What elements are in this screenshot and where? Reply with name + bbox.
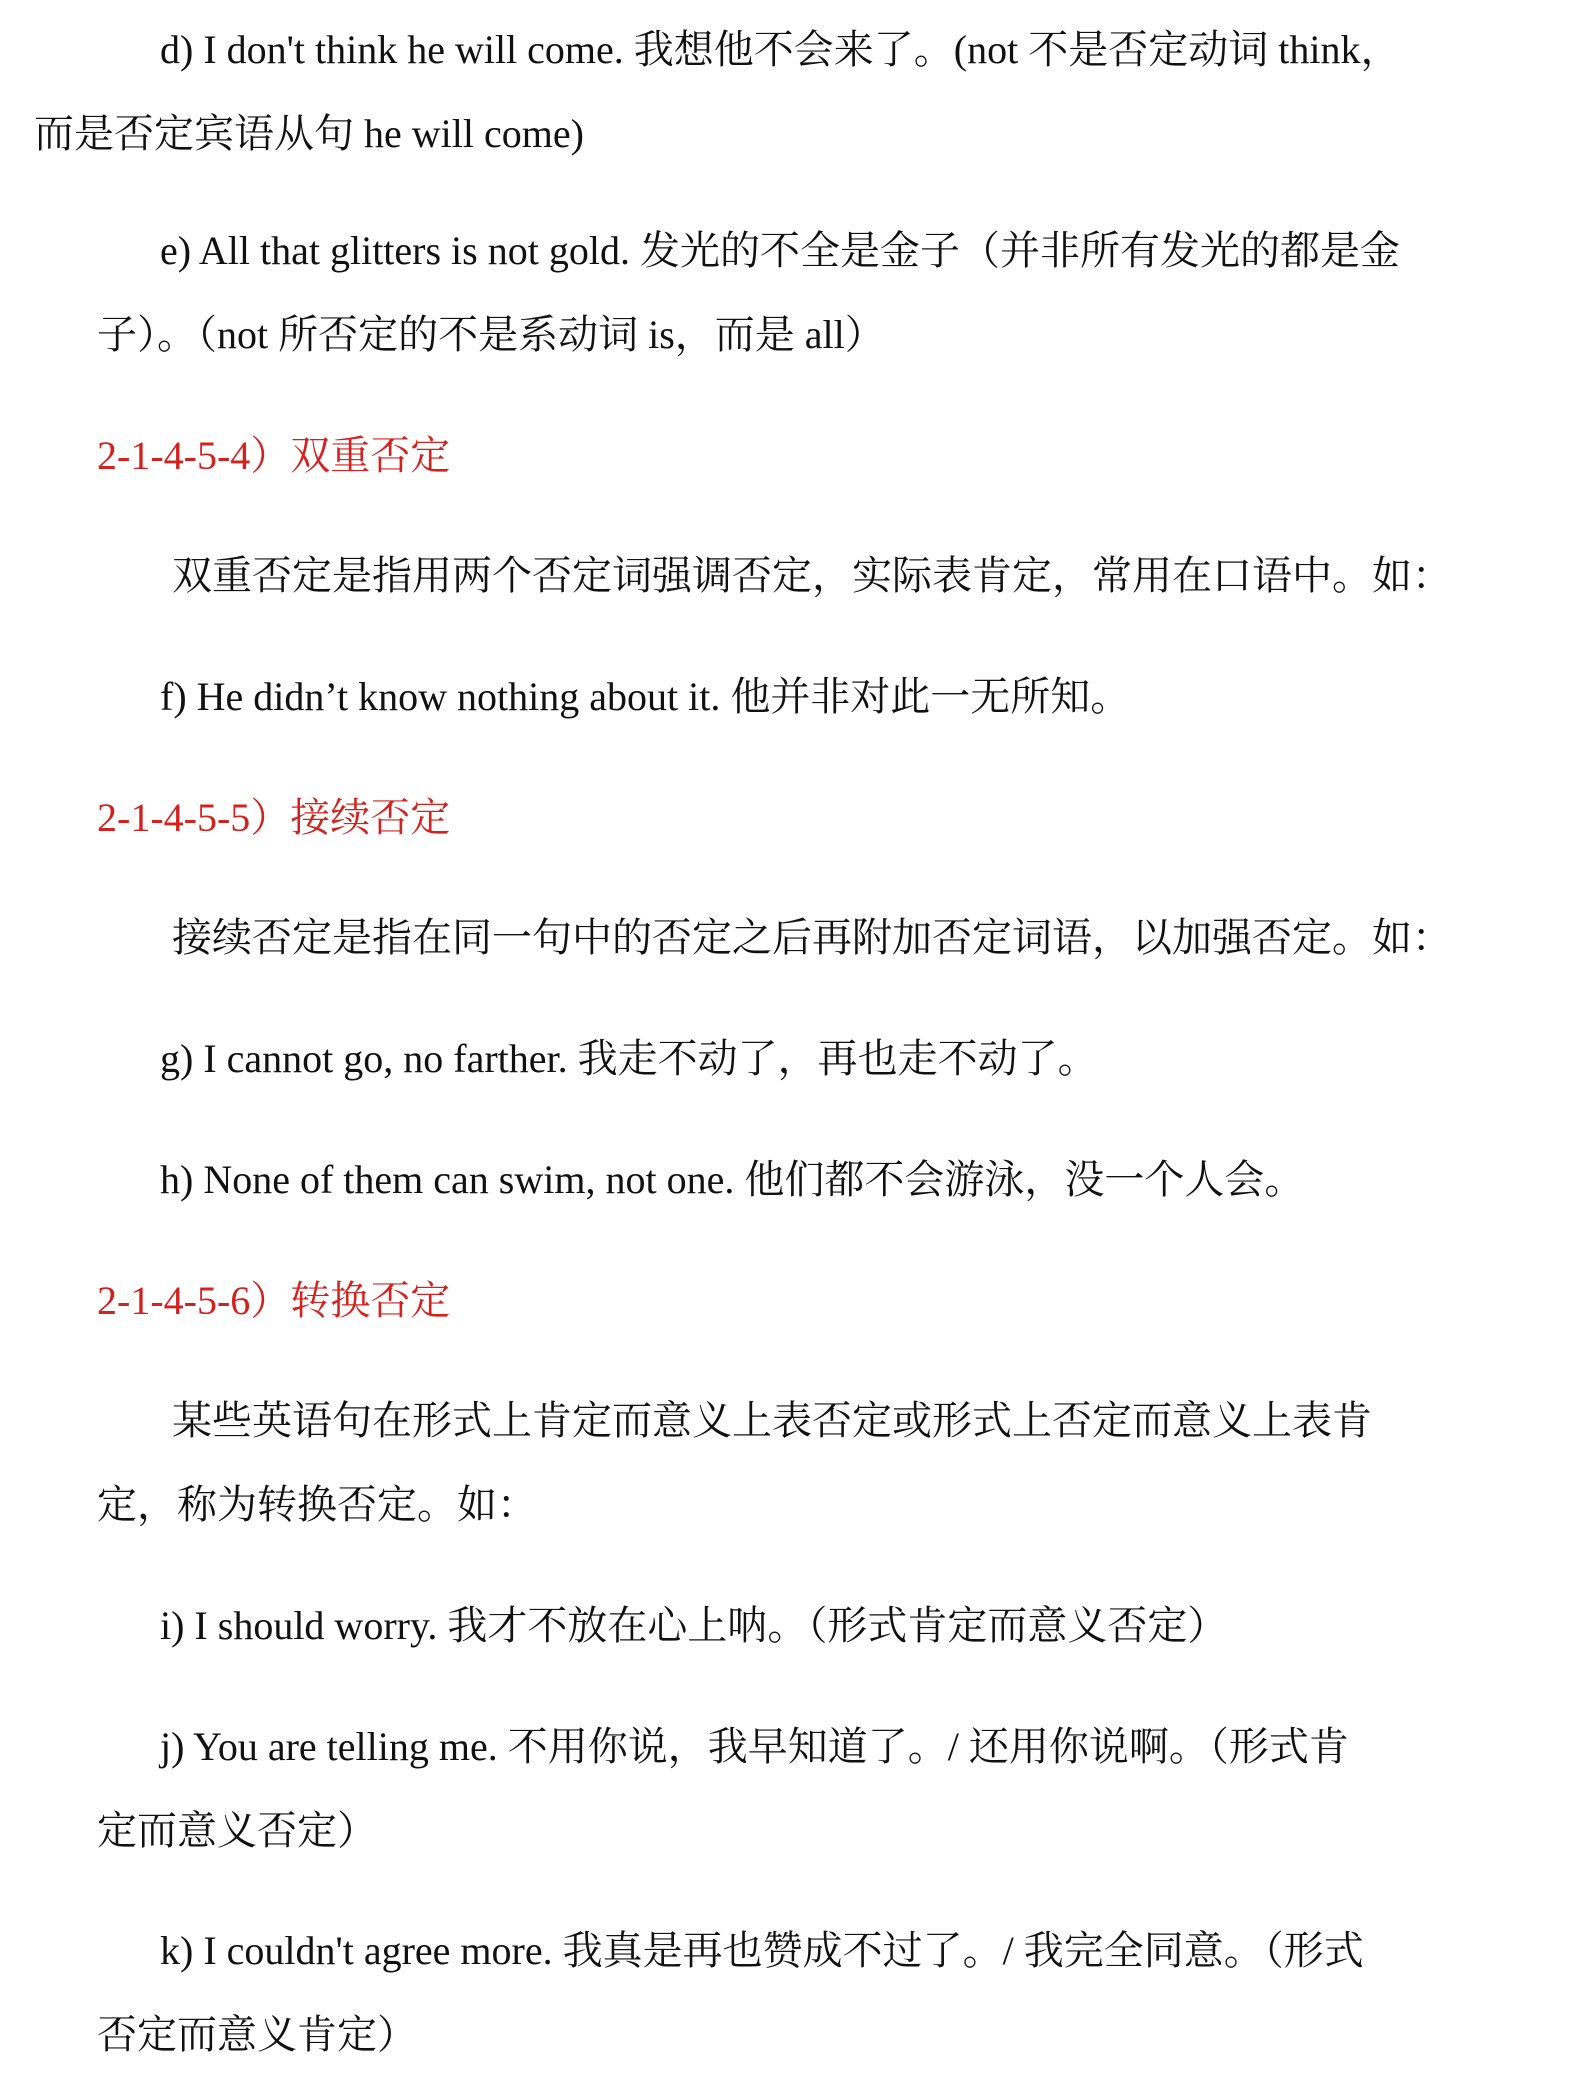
section-heading-2-1-4-5-5: 2-1-4-5-5）接续否定: [97, 795, 451, 840]
example-i-line-1: i) I should worry. 我才不放在心上呐。（形式肯定而意义否定）: [160, 1603, 1228, 1648]
example-k-line-2: 否定而意义肯定）: [97, 2012, 417, 2057]
intro-transferred-negation-line-2: 定，称为转换否定。如：: [97, 1482, 537, 1527]
section-heading-2-1-4-5-6: 2-1-4-5-6）转换否定: [97, 1278, 451, 1323]
intro-transferred-negation: [97, 1379, 1507, 1547]
example-j: [97, 1705, 1507, 1873]
example-f-line-1: f) He didn’t know nothing about it. 他并非对此一无所知。: [160, 674, 1131, 719]
example-i: [97, 1584, 1507, 1668]
example-d-line-1: d) I don't think he will come. 我想他不会来了。(not 不是否定动词 think，: [160, 27, 1401, 72]
section-heading-2-1-4-5-4: 2-1-4-5-4）双重否定: [97, 433, 451, 478]
example-k: [97, 1909, 1507, 2077]
intro-double-negation-line-1: 双重否定是指用两个否定词强调否定，实际表肯定，常用在口语中。如：: [172, 553, 1452, 598]
intro-continued-negation: [97, 896, 1507, 980]
intro-continued-negation-line-1: 接续否定是指在同一句中的否定之后再附加否定词语，以加强否定。如：: [172, 915, 1452, 960]
example-d: [34, 8, 1507, 176]
example-e: [97, 209, 1507, 377]
intro-double-negation: [97, 534, 1507, 618]
example-g-line-1: g) I cannot go, no farther. 我走不动了，再也走不动了。: [160, 1036, 1098, 1081]
example-h-line-1: h) None of them can swim, not one. 他们都不会游泳，没一个人会。: [160, 1157, 1305, 1202]
example-k-line-1: k) I couldn't agree more. 我真是再也赞成不过了。/ 我完全同意。（形式: [160, 1928, 1364, 1973]
example-e-line-1: e) All that glitters is not gold. 发光的不全是金子（并非所有发光的都是金: [160, 228, 1400, 273]
example-d-line-2: 而是否定宾语从句 he will come): [34, 111, 584, 156]
example-j-line-1: j) You are telling me. 不用你说，我早知道了。/ 还用你说啊。（形式肯: [160, 1724, 1349, 1769]
example-h: [97, 1138, 1507, 1222]
example-f: [97, 655, 1507, 739]
example-e-line-2: 子）。（not 所否定的不是系动词 is，而是 all）: [97, 312, 885, 357]
intro-transferred-negation-line-1: 某些英语句在形式上肯定而意义上表否定或形式上否定而意义上表肯: [172, 1398, 1372, 1443]
example-j-line-2: 定而意义否定）: [97, 1808, 377, 1853]
example-g: [97, 1017, 1507, 1101]
